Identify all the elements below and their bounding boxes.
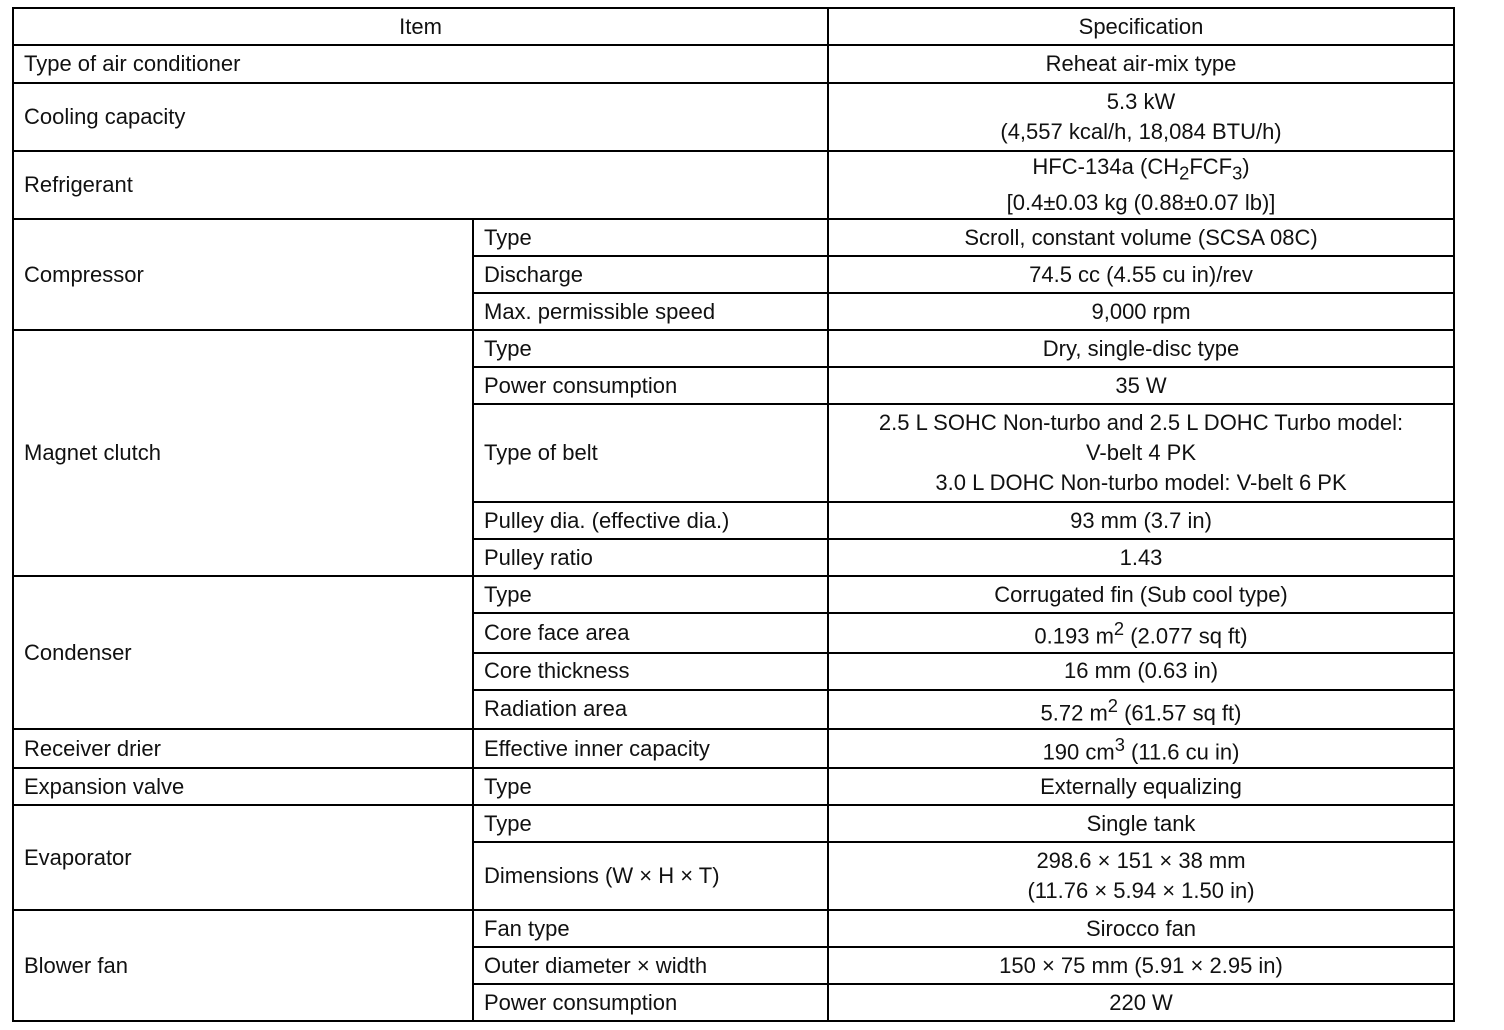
- specification-table: [12, 7, 1455, 1022]
- table-row: [13, 83, 1454, 151]
- row-label: Refrigerant: [13, 151, 828, 219]
- row-value: [828, 842, 1454, 910]
- row-value: Sirocco fan: [828, 910, 1454, 947]
- value-line: 5.3 kW: [1106, 89, 1176, 114]
- table-row: [13, 768, 1454, 805]
- group-label: Condenser: [13, 576, 473, 729]
- value-line: [0.4±0.03 kg (0.88±0.07 lb)]: [1006, 190, 1276, 216]
- row-label: Core face area: [473, 613, 828, 652]
- value-line: 298.6 × 151 × 38 mm: [1036, 848, 1246, 874]
- group-label: Receiver drier: [13, 729, 473, 768]
- row-label: Fan type: [473, 910, 828, 947]
- row-value: 9,000 rpm: [828, 293, 1454, 330]
- row-label: Type: [473, 576, 828, 613]
- table-row: [13, 805, 1454, 842]
- row-value: Scroll, constant volume (SCSA 08C): [828, 219, 1454, 256]
- group-label: Compressor: [13, 219, 473, 330]
- row-value: 190 $cm^3$ (11.6 cu in): [828, 729, 1454, 768]
- row-value: [828, 404, 1454, 502]
- table-row: [13, 45, 1454, 83]
- group-label: Evaporator: [13, 805, 473, 910]
- group-label: Expansion valve: [13, 768, 473, 805]
- row-value: 1.43: [828, 539, 1454, 576]
- row-value: 16 mm (0.63 in): [828, 653, 1454, 690]
- row-value: Dry, single-disc type: [828, 330, 1454, 367]
- table-row: [13, 729, 1454, 768]
- value-line: HFC-134a $(CH_2FCF_3)$: [1032, 154, 1250, 184]
- group-label: Magnet clutch: [13, 330, 473, 576]
- row-value: 74.5 cc (4.55 cu in)/rev: [828, 256, 1454, 293]
- row-label: Power consumption: [473, 984, 828, 1021]
- row-label: Pulley dia. (effective dia.): [473, 502, 828, 539]
- row-label: Type of air conditioner: [13, 45, 828, 83]
- group-label: Blower fan: [13, 910, 473, 1021]
- value-line: 3.0 L DOHC Non-turbo model: V-belt 6 PK: [935, 470, 1347, 496]
- row-label: Type: [473, 330, 828, 367]
- row-label: Type: [473, 768, 828, 805]
- row-value: Corrugated fin (Sub cool type): [828, 576, 1454, 613]
- row-label: Cooling capacity: [13, 83, 828, 151]
- table-row: [13, 219, 1454, 256]
- row-label: Core thickness: [473, 653, 828, 690]
- row-label: Discharge: [473, 256, 828, 293]
- row-value: 93 mm (3.7 in): [828, 502, 1454, 539]
- value-line: 2.5 L SOHC Non-turbo and 2.5 L DOHC Turbo model:: [878, 410, 1404, 436]
- row-label: Outer diameter × width: [473, 947, 828, 984]
- value-line: (11.76 × 5.94 × 1.50 in): [1027, 878, 1255, 904]
- row-label: Dimensions (W × H × T): [473, 842, 828, 910]
- header-row: [13, 8, 1454, 45]
- row-label: Type of belt: [473, 404, 828, 502]
- table-row: [13, 576, 1454, 613]
- table-row: [13, 151, 1454, 219]
- row-label: Power consumption: [473, 367, 828, 404]
- value-line: V-belt 4 PK: [1085, 440, 1197, 466]
- row-value: 0.193 $m^2$ (2.077 sq ft): [828, 613, 1454, 652]
- row-value: 150 × 75 mm (5.91 × 2.95 in): [828, 947, 1454, 984]
- table-row: [13, 910, 1454, 947]
- row-value: 5.72 $m^2$ (61.57 sq ft): [828, 690, 1454, 729]
- row-value: [828, 151, 1454, 219]
- header-item: Item: [13, 8, 828, 45]
- row-value: Reheat air-mix type: [828, 45, 1454, 83]
- row-label: Pulley ratio: [473, 539, 828, 576]
- row-value: Externally equalizing: [828, 768, 1454, 805]
- row-label: Type: [473, 219, 828, 256]
- row-label: Effective inner capacity: [473, 729, 828, 768]
- row-value: 35 W: [828, 367, 1454, 404]
- row-value: Single tank: [828, 805, 1454, 842]
- row-label: Radiation area: [473, 690, 828, 729]
- header-specification: Specification: [828, 8, 1454, 45]
- row-value: 220 W: [828, 984, 1454, 1021]
- row-label: Type: [473, 805, 828, 842]
- value-line: (4,557 kcal/h, 18,084 BTU/h): [1000, 119, 1282, 144]
- table-row: [13, 330, 1454, 367]
- row-label: Max. permissible speed: [473, 293, 828, 330]
- row-value: [828, 83, 1454, 151]
